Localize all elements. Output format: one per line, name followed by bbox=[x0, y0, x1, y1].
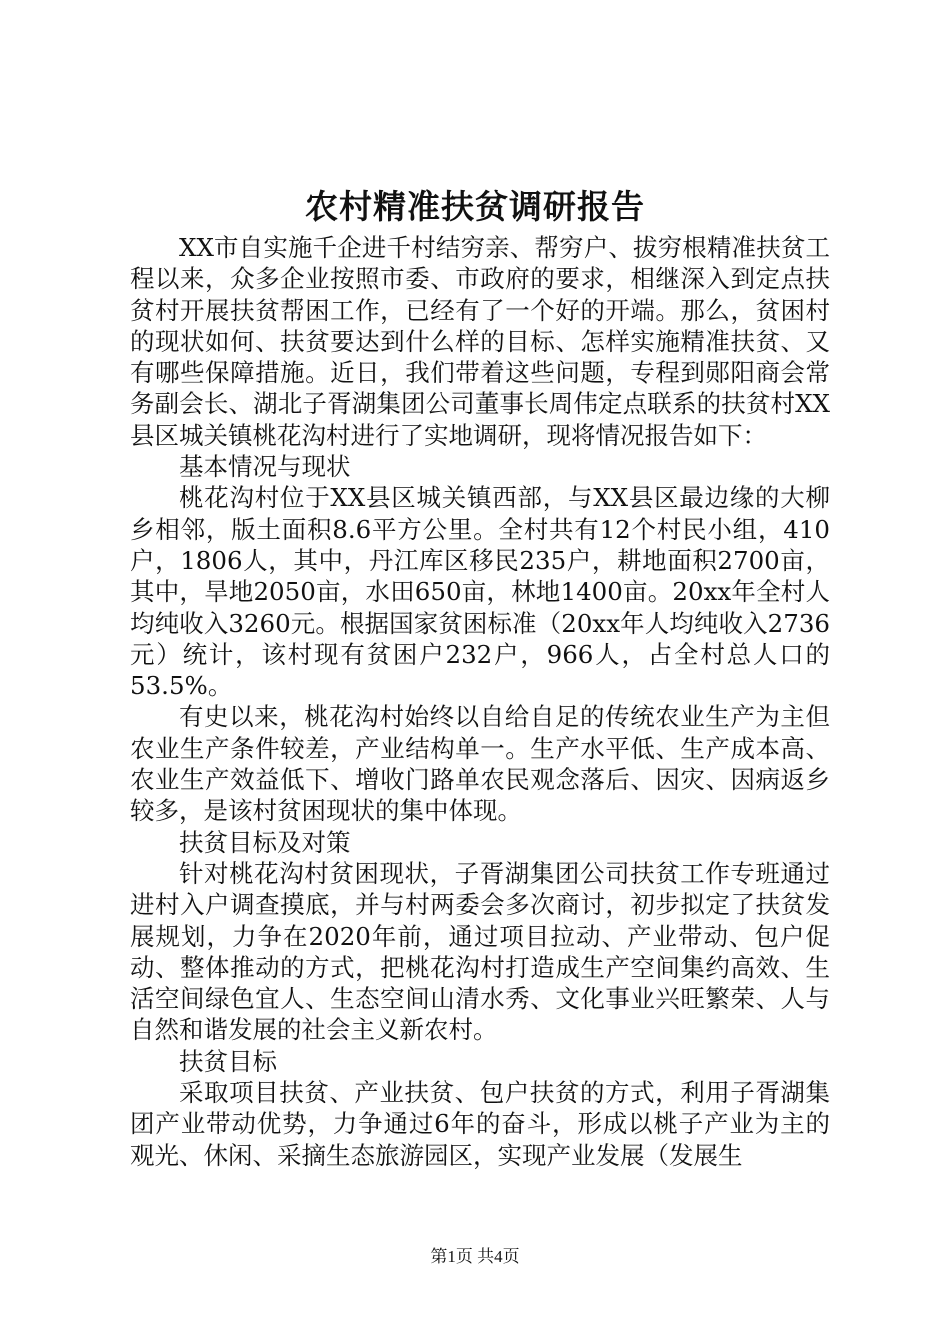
paragraph-intro: XX市自实施千企进千村结穷亲、帮穷户、拔穷根精准扶贫工程以来，众多企业按照市委、市政府的要求，相继深入到定点扶贫村开展扶贫帮困工作，已经有了一个好的开端。那么，贫困村的现状如何、扶贫要达到什么样的目标、怎样实施精准扶贫、又有哪些保障措施。近日，我们带着这些问题，专程到郧阳商会常务副会长、湖北子胥湖集团公司董事长周伟定点联系的扶贫村XX县区城关镇桃花沟村进行了实地调研，现将情况报告如下： bbox=[130, 233, 830, 450]
section-heading-goals-and-measures: 扶贫目标及对策 bbox=[179, 827, 351, 857]
section-heading-basic-situation: 基本情况与现状 bbox=[179, 452, 351, 482]
document-body bbox=[130, 232, 830, 1171]
document-title: 农村精准扶贫调研报告 bbox=[305, 187, 645, 226]
paragraph-goals-detail: 采取项目扶贫、产业扶贫、包户扶贫的方式，利用子胥湖集团产业带动优势，力争通过6年的奋斗，形成以桃子产业为主的观光、休闲、采摘生态旅游园区，实现产业发展（发展生 bbox=[130, 1078, 830, 1170]
paragraph-village-overview: 桃花沟村位于XX县区城关镇西部，与XX县区最边缘的大柳乡相邻，版土面积8.6平方公里。全村共有12个村民小组，410户，1806人，其中，丹江库区移民235户，耕地面积2700亩，其中，旱地2050亩，水田650亩，林地1400亩。20xx年全村人均纯收入3260元。根据国家贫困标准（20xx年人均纯收入2736元）统计，该村现有贫困户232户，966人，占全村总人口的53.5%。 bbox=[130, 483, 830, 701]
paragraph-poverty-causes: 有史以来，桃花沟村始终以自给自足的传统农业生产为主但农业生产条件较差，产业结构单一。生产水平低、生产成本高、农业生产效益低下、增收门路单农民观念落后、因灾、因病返乡较多，是该村贫困现状的集中体现。 bbox=[130, 702, 830, 826]
section-heading-goals: 扶贫目标 bbox=[179, 1046, 277, 1076]
page-number-footer: 第1页 共4页 bbox=[430, 1247, 520, 1266]
paragraph-development-plan: 针对桃花沟村贫困现状，子胥湖集团公司扶贫工作专班通过进村入户调查摸底，并与村两委会多次商讨，初步拟定了扶贫发展规划，力争在2020年前，通过项目拉动、产业带动、包户促动、整体推动的方式，把桃花沟村打造成生产空间集约高效、生活空间绿色宜人、生态空间山清水秀、文化事业兴旺繁荣、人与自然和谐发展的社会主义新农村。 bbox=[130, 858, 830, 1045]
